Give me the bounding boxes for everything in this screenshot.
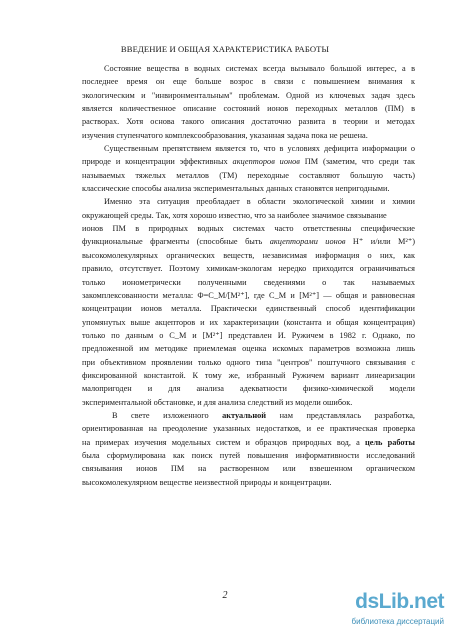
text-line xyxy=(82,75,415,88)
text-run: концентрации ионов металла. Практически единственный способ идентификации xyxy=(82,304,415,314)
text-line xyxy=(82,382,415,395)
text-run: закомплексованности металла: Φ=C_M/[M²⁺], где C_M и [M²⁺] — общая и равновесная xyxy=(82,290,415,300)
text-run: функциональные фрагменты (способные быть xyxy=(82,237,270,247)
text-line xyxy=(82,182,415,195)
text-line xyxy=(82,396,415,409)
text-line xyxy=(82,342,415,355)
text-run: ПМ (заметим, что среди так xyxy=(299,157,415,167)
text-run: ионов ПМ в природных водных системах часто ответственны специфические xyxy=(82,224,415,234)
watermark-subtitle: библиотека диссертаций xyxy=(351,617,444,626)
text-line xyxy=(82,235,415,248)
text-line xyxy=(82,102,415,115)
text-run: изучения ступенчатого комплексообразования, указанная задача пока не решена. xyxy=(82,130,368,140)
text-run: акцепторами ионов xyxy=(269,237,346,247)
text-line xyxy=(82,115,415,128)
text-line xyxy=(82,476,415,489)
text-run: классические способы анализа экспериментальных данных становятся непригодными. xyxy=(82,184,390,194)
text-line xyxy=(82,195,415,208)
text-run: экологическим и "инвиронментальным" проблемам. Одной из ключевых задач здесь xyxy=(82,90,415,100)
text-line xyxy=(82,422,415,435)
text-run: Именно эта ситуация преобладает в области экологической химии и химии xyxy=(104,197,415,207)
page-number: 2 xyxy=(222,590,228,601)
text-run: была сформулирована как поиск путей повышения информативности исследований xyxy=(82,450,415,460)
text-line xyxy=(82,209,415,222)
text-run: последнее время он еще больше возрос в связи с повышением внимания к xyxy=(82,77,415,87)
text-line xyxy=(82,289,415,302)
text-run: на примерах изучения модельных систем и образцов природных вод, а xyxy=(82,437,365,447)
text-line xyxy=(82,449,415,462)
text-run: H⁺ и/или M²⁺) xyxy=(345,237,415,247)
text-line xyxy=(82,356,415,369)
text-line xyxy=(82,462,415,475)
text-line xyxy=(82,302,415,315)
text-run: Существенным препятствием является то, что в условиях дефицита информации о xyxy=(104,144,415,154)
text-line xyxy=(82,129,415,142)
text-run: Состояние вещества в водных системах всегда вызывало большой интерес, а в xyxy=(104,64,415,73)
text-run: малопригоден и для анализа адекватности физико-химической модели xyxy=(82,384,415,394)
text-run: правило, отсутствует. Поэтому химикам-экологам нередко приходится ограничиваться xyxy=(82,264,415,274)
text-line xyxy=(82,62,415,75)
text-line xyxy=(82,369,415,382)
text-run: высокомолекулярных органических веществ, независимая информация о них, как xyxy=(82,250,415,260)
text-run: окружающей среды. Так, хотя хорошо известно, что за наиболее значимое связывание xyxy=(82,210,387,220)
text-run: упомянутых выше акцепторов и их характеризации (константа и общая концентрация) xyxy=(82,317,415,327)
text-line xyxy=(82,276,415,289)
text-run: называемых тяжелых металлов (ТМ) переходные составляют большую часть) xyxy=(82,170,415,180)
text-run: только ионометрически полученными сведениями о так называемых xyxy=(82,277,415,287)
text-run: природе и концентрации эффективных xyxy=(82,157,233,167)
text-run: экспериментальной обстановке, и для анализа следствий из модели ошибок. xyxy=(82,397,353,407)
text-line xyxy=(82,436,415,449)
text-run: предложенной им методике приемлемая оценка искомых параметров возможна лишь xyxy=(82,344,415,354)
text-line xyxy=(82,262,415,275)
text-run: при объективном проявлении только одного типа "центров" поштучного связывания с xyxy=(82,357,415,367)
text-run: высокомолекулярном веществе неизвестной природы и концентрации. xyxy=(82,477,332,487)
text-line xyxy=(82,89,415,102)
text-line xyxy=(82,329,415,342)
text-run: нам представлялась разработка, xyxy=(266,410,415,420)
text-line xyxy=(82,316,415,329)
text-line xyxy=(82,222,415,235)
text-line xyxy=(82,155,415,168)
text-run: цель работы xyxy=(364,437,415,447)
text-run: акцепторов ионов xyxy=(232,157,300,167)
text-line xyxy=(82,249,415,262)
text-run: связывания ионов ПМ на растворенном или взвешенном органическом xyxy=(82,464,415,474)
watermark-logo: dsLib.net xyxy=(355,590,444,613)
page-title: ВВЕДЕНИЕ И ОБЩАЯ ХАРАКТЕРИСТИКА РАБОТЫ xyxy=(120,44,330,54)
text-run: В свете изложенного xyxy=(112,410,223,420)
text-run: растворах. Хотя основа такого описания достаточно развита в теории и методах xyxy=(82,117,415,127)
text-run: актуальной xyxy=(222,410,267,420)
text-line xyxy=(82,142,415,155)
text-run: является количественное описание состояний ионов переходных металлов (ПМ) в xyxy=(82,104,415,114)
text-run: только по данным о C_M и [M²⁺] представлен И. Ружичем в 1982 г. Однако, по xyxy=(82,330,415,340)
text-line xyxy=(82,409,415,422)
body-text xyxy=(82,62,415,489)
text-run: фиксированной константой. К тому же, избранный Ружичем вариант линеаризации xyxy=(82,370,415,380)
watermark xyxy=(352,590,448,634)
text-run: ориентированная на преодоление указанных недостатков, и ее практическая проверка xyxy=(82,424,415,434)
text-line xyxy=(82,169,415,182)
